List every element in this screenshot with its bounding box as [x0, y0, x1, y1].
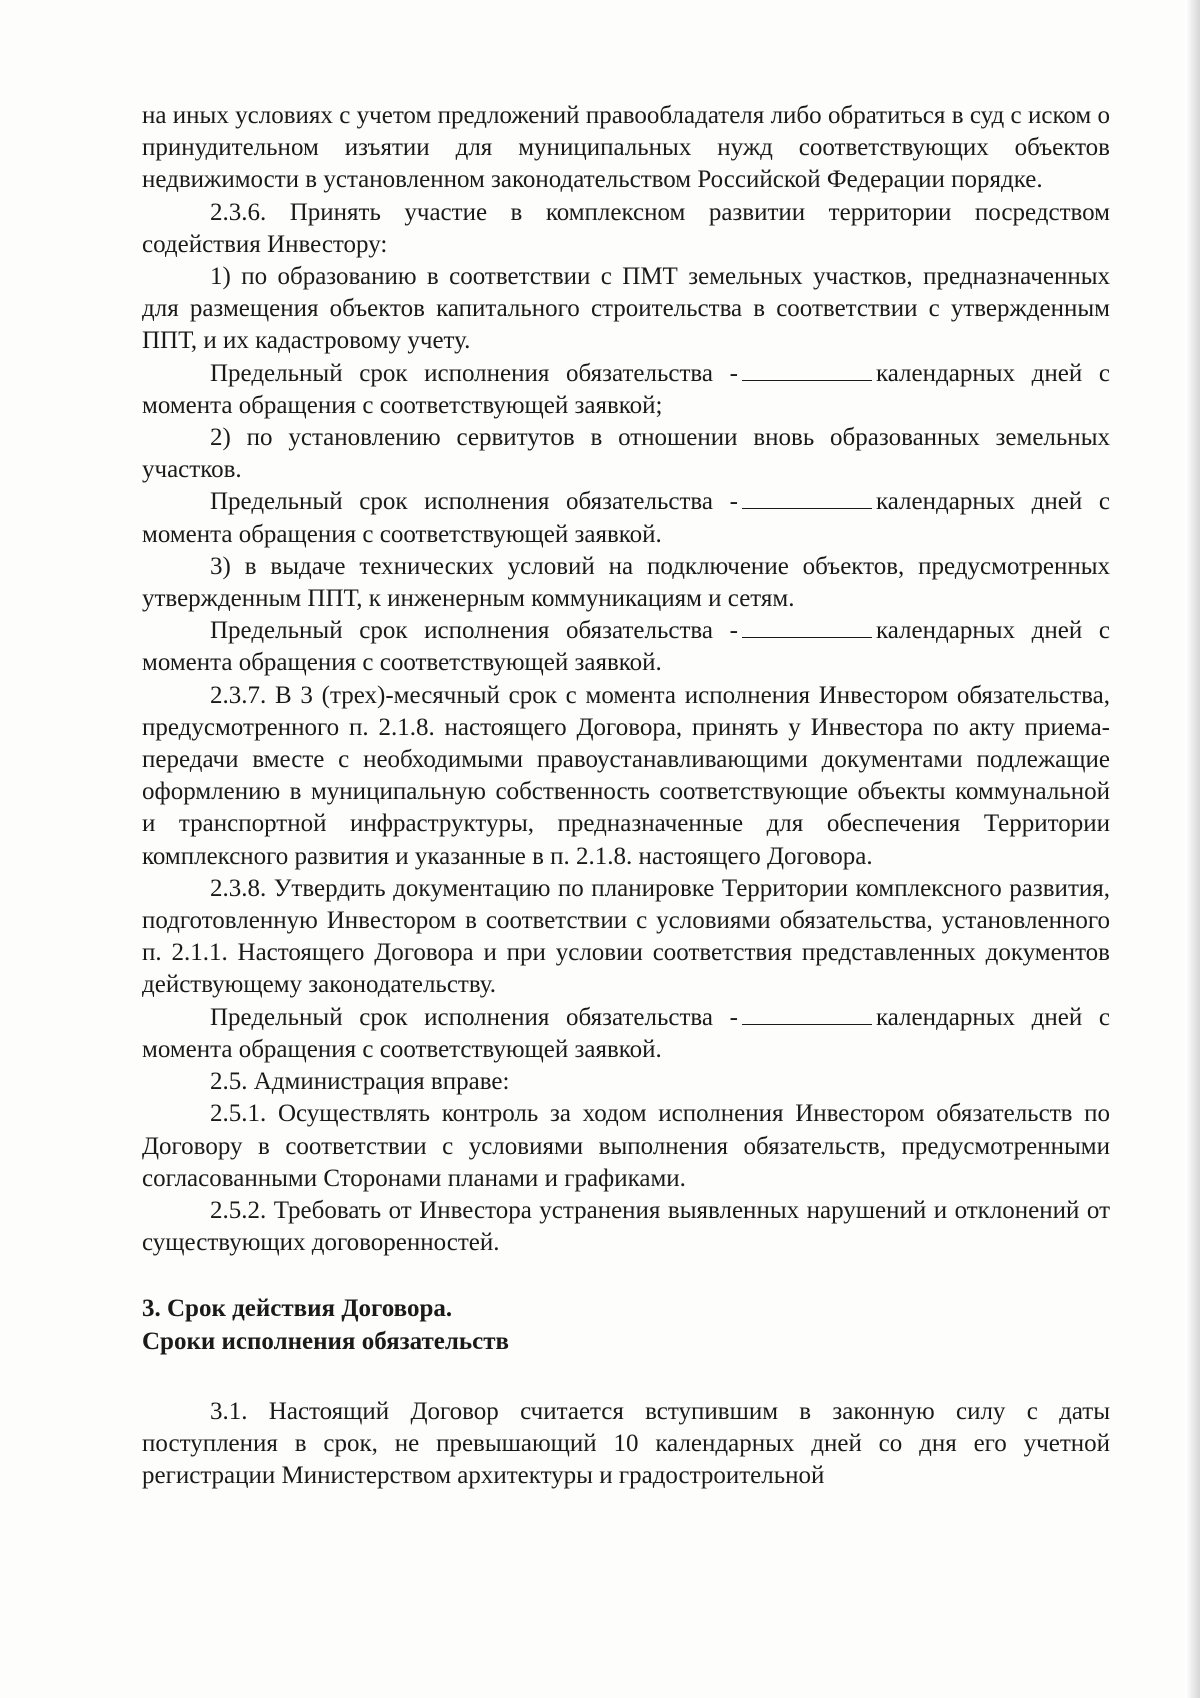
section-heading-line-1: 3. Срок действия Договора. [142, 1295, 453, 1323]
spacer [142, 1358, 1110, 1396]
blank-fill-line [742, 617, 872, 638]
scan-edge-shadow [1186, 0, 1200, 1698]
paragraph-deadline-3 [142, 615, 1110, 679]
deadline-tail: календарных дней с момента обращения с соответствующей заявкой. [142, 1003, 1111, 1063]
blank-fill-line [742, 360, 872, 381]
paragraph-2-5-2: 2.5.2. Требовать от Инвестора устранения выявленных нарушений и отклонений от существующих договоренностей. [142, 1196, 1110, 1257]
paragraph-3-1: 3.1. Настоящий Договор считается вступившим в законную силу с даты поступления в срок, не превышающий 10 календарных дней со дня его учетной регистрации Министерством архитектуры и градостроительной [142, 1397, 1110, 1490]
deadline-label: Предельный срок исполнения обязательства - [210, 359, 738, 387]
paragraph-item-3: 3) в выдаче технических условий на подключение объектов, предусмотренных утвержденным ППТ, к инженерным коммуникациям и сетям. [142, 552, 1110, 613]
paragraph-2-5-1: 2.5.1. Осуществлять контроль за ходом исполнения Инвестором обязательств по Договору в соответствии с условиями выполнения обязательств, предусмотренными согласованными Сторонами планами и графиками. [142, 1100, 1110, 1192]
spacer [142, 1259, 1110, 1293]
paragraph-deadline-2 [142, 486, 1110, 550]
document-body [142, 100, 1110, 1492]
deadline-label: Предельный срок исполнения обязательства - [210, 1003, 738, 1031]
deadline-label: Предельный срок исполнения обязательства - [210, 488, 738, 516]
paragraph-deadline-4 [142, 1002, 1110, 1066]
deadline-label: Предельный срок исполнения обязательства - [210, 617, 738, 645]
paragraph-2-3-8: 2.3.8. Утвердить документацию по планировке Территории комплексного развития, подготовленную Инвестором в соответствии с условиями обязательства, установленного п. 2.1.1. Настоящего Договора и при условии соответствия представленных документов действующему законодательству. [142, 874, 1110, 999]
section-heading-line-2: Сроки исполнения обязательств [142, 1327, 510, 1355]
deadline-tail: календарных дней с момента обращения с соответствующей заявкой; [142, 359, 1111, 419]
paragraph-item-1: 1) по образованию в соответствии с ПМТ земельных участков, предназначенных для размещения объектов капитального строительства в соответствии с утвержденным ППТ, и их кадастровому учету. [142, 263, 1110, 355]
paragraph-continuation: на иных условиях с учетом предложений правообладателя либо обратиться в суд с иском о принудительном изъятии для муниципальных нужд соответствующих объектов недвижимости в установленном законодательством Российской Федерации порядке. [142, 102, 1110, 194]
deadline-tail: календарных дней с момента обращения с соответствующей заявкой. [142, 488, 1111, 548]
deadline-tail: календарных дней с момента обращения с соответствующей заявкой. [142, 617, 1111, 677]
paragraph-2-3-6: 2.3.6. Принять участие в комплексном развитии территории посредством содействия Инвестору: [142, 198, 1110, 258]
blank-fill-line [742, 488, 872, 509]
paragraph-item-2: 2) по установлению сервитутов в отношении вновь образованных земельных участков. [142, 424, 1110, 484]
blank-fill-line [742, 1004, 872, 1025]
paragraph-2-3-7: 2.3.7. В 3 (трех)-месячный срок с момента исполнения Инвестором обязательства, предусмотренного п. 2.1.8. настоящего Договора, принять у Инвестора по акту приема-передачи вместе с необходимыми правоустанавливающими документами подлежащие оформлению в муниципальную собственность соответствующие объекты коммунальной и транспортной инфраструктуры, предназначенные для обеспечения Территории комплексного развития и указанные в п. 2.1.8. настоящего Договора. [142, 681, 1110, 870]
paragraph-2-5: 2.5. Администрация вправе: [210, 1068, 510, 1096]
paragraph-deadline-1 [142, 358, 1110, 422]
